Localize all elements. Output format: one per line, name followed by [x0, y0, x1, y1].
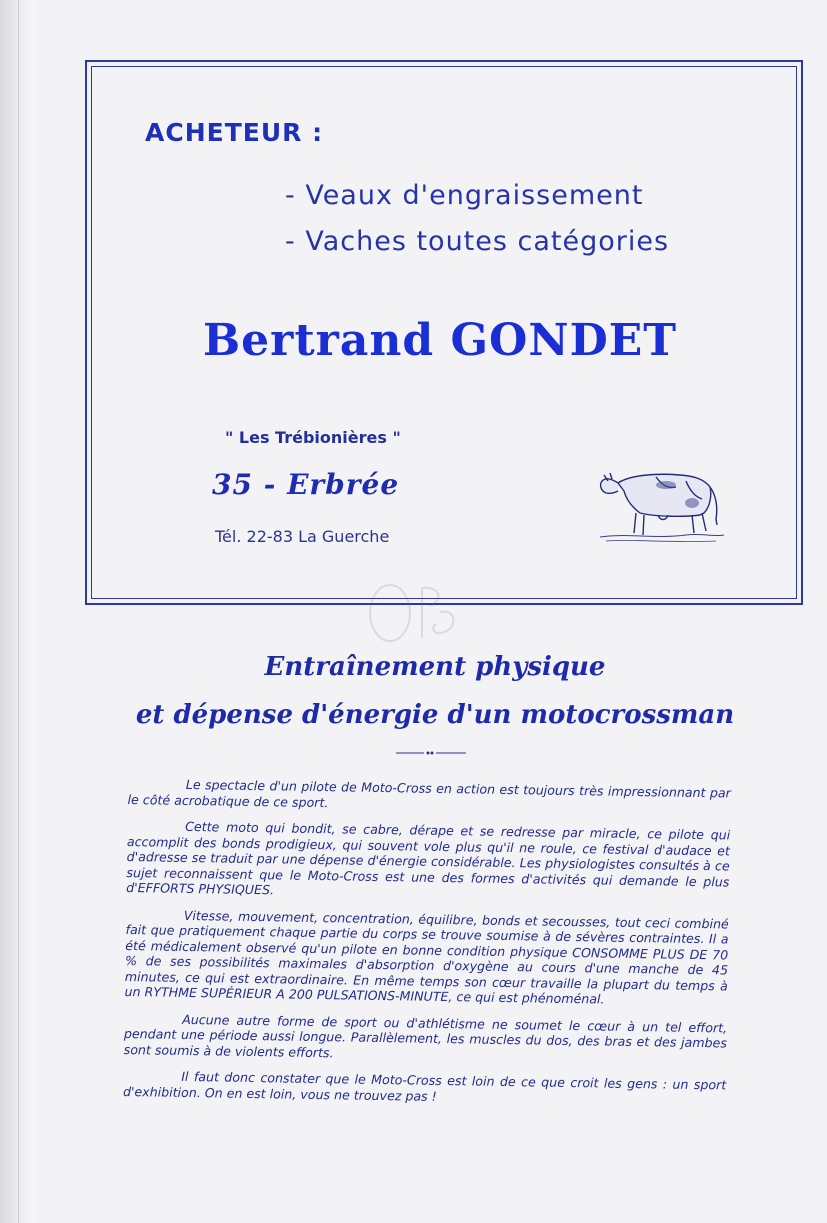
article-title-line-2: et dépense d'énergie d'un motocrossman: [135, 700, 735, 730]
cow-illustration: [596, 455, 726, 545]
article-body: [123, 776, 731, 1119]
ad-item-cows: - Vaches toutes catégories: [285, 226, 670, 257]
locality: " Les Trébionières ": [225, 428, 401, 447]
faded-stamp-mark: [360, 578, 470, 648]
binding-fold: [18, 0, 19, 1223]
article-title-line-1: Entraînement physique: [264, 652, 606, 682]
article-paragraph: Le spectacle d'un pilote de Moto-Cross en action est toujours très impressionnant par le côté acrobatique de ce sport.: [127, 776, 731, 810]
article-paragraph: Cette moto qui bondit, se cabre, dérape et se redresse par miracle, ce pilote qui accomplit des bonds prodigieux, qui souvent vole plus qu'il ne roule, ce festival d'audace et d'adresse se traduit par une dépense d'énergie considérable. Les physiologistes consultés à ce sujet reconnaissent que le Moto-Cross est une des formes d'activités qui demande le plus d'EFFORTS PHYSIQUES.: [126, 818, 731, 898]
article-paragraph: Il faut donc constater que le Moto-Cross est loin de ce que croit les gens : un sport d'exhibition. On en est loin, vous ne trouvez pas !: [122, 1068, 727, 1104]
article-paragraph: Vitesse, mouvement, concentration, équilibre, bonds et secousses, tout ceci combiné fait que pratiquement chaque partie du corps se trouve soumise à de sévères contraintes. Il a été médicalement observé qu'un pilote en bonne condition physique CONSOMME PLUS DE 70 % de ses possibilités maximales d'absorption d'oxygène au cours d'une manche de 45 minutes, ce qui est extraordinaire. En même temps son cœur travaille la plupart du temps à un RYTHME SUPÉRIEUR A 200 PULSATIONS-MINUTE, ce qui est phénoménal.: [124, 907, 729, 1007]
buyer-heading: ACHETEUR :: [145, 118, 324, 147]
phone: Tél. 22-83 La Guerche: [215, 527, 390, 546]
binding-shadow: [0, 0, 34, 1223]
company-name: Bertrand GONDET: [202, 315, 677, 366]
ad-item-calves: - Veaux d'engraissement: [285, 180, 644, 211]
city: 35 - Erbrée: [212, 468, 400, 501]
article-paragraph: Aucune autre forme de sport ou d'athlétisme ne soumet le cœur à un tel effort, pendant une période aussi longue. Parallèlement, les muscles du dos, des bras et des jambes sont soumis à de violents efforts.: [123, 1011, 728, 1060]
title-divider-ornament: [396, 744, 466, 756]
